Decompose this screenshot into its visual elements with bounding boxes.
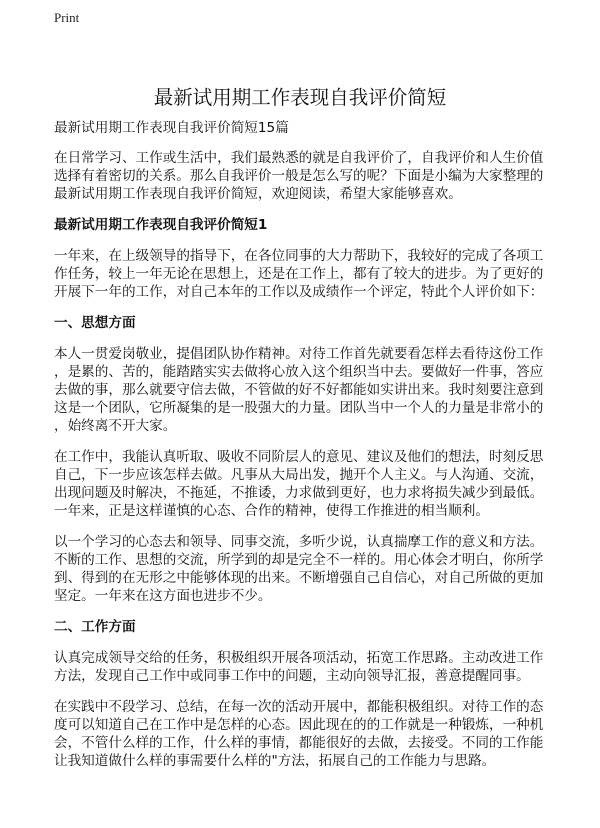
text-line: 会，不管什么样的工作，什么样的事情，都能很好的去做，去接受。不同的工作能: [54, 735, 544, 751]
text-line: 出现问题及时解决，不拖延，不推诿，力求做到更好，也力求将损失减少到最低。: [54, 485, 544, 501]
paragraph: [54, 533, 554, 605]
document-body: [54, 119, 554, 783]
text-line: 认真完成领导交给的任务，积极组织开展各项活动，拓宽工作思路。主动改进工作: [54, 650, 544, 666]
text-line: 坚定。一年来在这方面也进步不少。: [54, 588, 272, 604]
text-line: ，始终离不开大家。: [54, 418, 177, 434]
text-line: 度可以知道自己在工作中是怎样的心态。因此现在的的工作就是一种锻炼，一种机: [54, 717, 544, 733]
text-line: 自己，下一步应该怎样去做。凡事从大局出发，抛开个人主义。与人沟通、交流，: [54, 467, 544, 483]
paragraph: [54, 448, 554, 520]
text-line: ，是累的、苦的，能踏踏实实去做将心放入这个组织当中去。要做好一件事，答应: [54, 364, 544, 380]
section-heading: [54, 618, 554, 636]
text-line: 开展下一年的工作，对自己本年的工作以及成绩作一个评定，特此个人评价如下：: [54, 284, 544, 300]
paragraph: [54, 247, 554, 301]
print-label[interactable]: Print: [54, 10, 80, 25]
text-line: 最新试用期工作表现自我评价简短，欢迎阅读，希望大家能够喜欢。: [54, 186, 462, 202]
text-line: 一年来，正是这样谨慎的心态、合作的精神，使得工作推进的相当顺利。: [54, 503, 489, 519]
text-line: 最新试用期工作表现自我评价简短15篇: [54, 120, 289, 136]
text-line: 以一个学习的心态去和领导、同事交流，多听少说，认真揣摩工作的意义和方法。: [54, 534, 544, 550]
text-line: 在工作中，我能认真听取、吸收不同阶层人的意见、建议及他们的想法，时刻反思: [54, 449, 544, 465]
text-line: 不断的工作、思想的交流，所学到的却是完全不一样的。用心体会才明白，你所学: [54, 552, 544, 568]
section-heading: [54, 314, 554, 332]
text-line: 去做的事，那么就要守信去做，不管做的好不好都能如实讲出来。我时刻要注意到: [54, 382, 544, 398]
paragraph: [54, 149, 554, 203]
text-line: 作任务，较上一年无论在思想上，还是在工作上，都有了较大的进步。为了更好的: [54, 266, 544, 282]
section-heading: [54, 216, 554, 234]
text-line: 选择有着密切的关系。那么自我评价一般是怎么写的呢？下面是小编为大家整理的: [54, 168, 544, 184]
text-line: 一、思想方面: [54, 315, 136, 331]
paragraph: [54, 698, 554, 770]
text-line: 本人一贯爱岗敬业，提倡团队协作精神。对待工作首先就要看怎样去看待这份工作: [54, 346, 544, 362]
text-line: 二、工作方面: [54, 619, 136, 635]
text-line: 在日常学习、工作或生活中，我们最熟悉的就是自我评价了，自我评价和人生价值: [54, 150, 544, 166]
text-line: 到、得到的在无形之中能够体现的出来。不断增强自己自信心，对自己所做的更加: [54, 570, 544, 586]
text-line: 在实践中不段学习、总结，在每一次的活动开展中，都能积极组织。对待工作的态: [54, 699, 544, 715]
paragraph: [54, 345, 554, 435]
paragraph: [54, 649, 554, 685]
text-line: 一年来，在上级领导的指导下，在各位同事的大力帮助下，我较好的完成了各项工: [54, 248, 544, 264]
text-line: 让我知道做什么样的事需要什么样的"方法，拓展自己的工作能力与思路。: [54, 753, 496, 769]
document-title: 最新试用期工作表现自我评价简短: [153, 86, 447, 109]
text-line: 这是一个团队，它所凝集的是一股强大的力量。团队当中一个人的力量是非常小的: [54, 400, 544, 416]
text-line: 最新试用期工作表现自我评价简短1: [54, 217, 268, 233]
document-subtitle: [54, 119, 554, 137]
text-line: 方法，发现自己工作中或同事工作中的问题，主动向领导汇报，善意提醒同事。: [54, 668, 530, 684]
